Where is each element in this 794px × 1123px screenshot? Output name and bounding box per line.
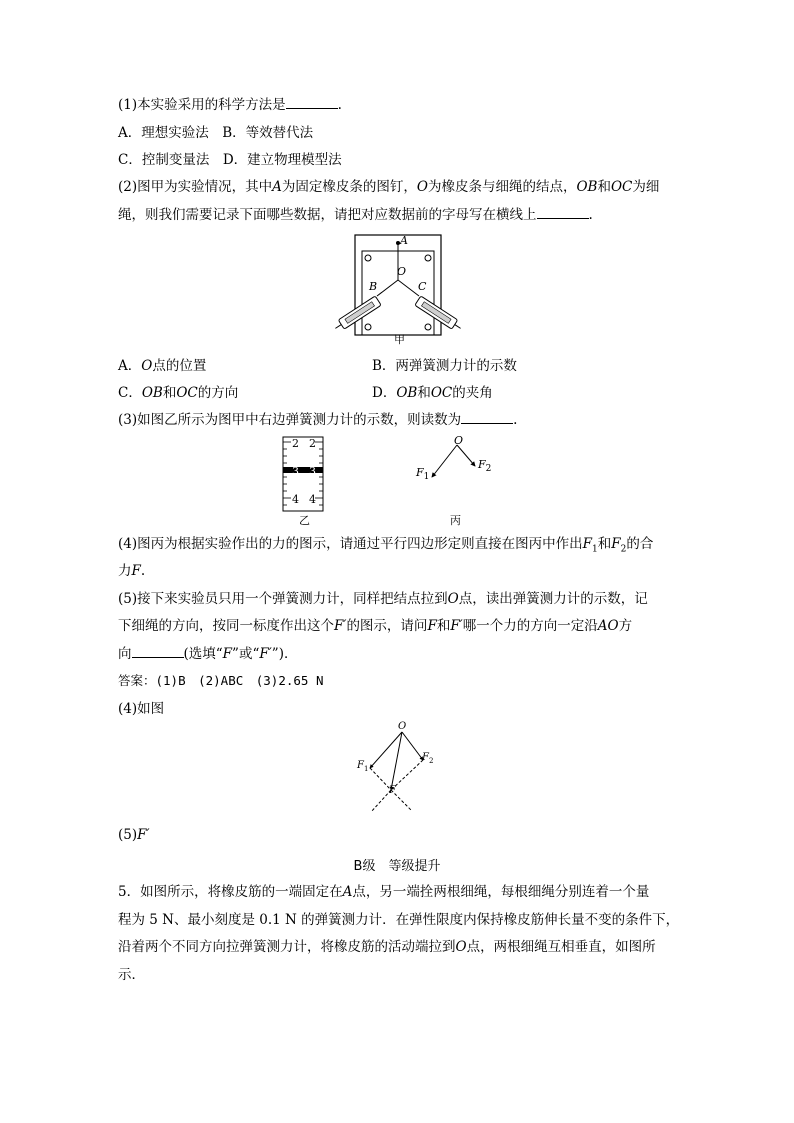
q3-stem: (3)如图乙所示为图甲中右边弹簧测力计的示数，则读数为 . — [118, 412, 518, 428]
q-next-line-3: 沿着两个不同方向拉弹簧测力计，将橡皮筋的活动端拉到O点，两根细绳互相垂直，如图所 — [118, 939, 656, 955]
q1-stem: (1)本实验采用的科学方法是 . — [118, 97, 342, 113]
caption-bing: 丙 — [450, 514, 461, 527]
figure-jia — [330, 232, 466, 344]
q1-options-row-1: A．理想实验法 B．等效替代法 — [118, 125, 314, 141]
q2-option-C: C．OB和OC的方向 — [118, 385, 239, 401]
label-F2: $F_2$ — [422, 752, 434, 765]
q-next-line-4: 示． — [118, 967, 145, 983]
label-F2: $F_2$ — [478, 458, 492, 475]
label-C: C — [418, 280, 427, 293]
caption-jia: 甲 — [394, 333, 405, 346]
q2-line-2: 绳，则我们需要记录下面哪些数据，请把对应数据前的字母写在横线上 . — [118, 207, 593, 223]
answer-blank[interactable] — [461, 423, 513, 424]
figure-yi-scale — [282, 436, 324, 512]
q1-options-row-2: C．控制变量法 D．建立物理模型法 — [118, 152, 342, 168]
label-O: O — [397, 265, 407, 278]
answer-q5: (5)F′ — [118, 827, 150, 843]
tick-label: 4 — [309, 493, 316, 506]
tick-label: 2 — [309, 437, 316, 450]
label-F: F — [389, 785, 396, 796]
answer-blank[interactable] — [537, 218, 589, 219]
q2-option-B: B．两弹簧测力计的示数 — [372, 358, 517, 374]
label-O: O — [454, 434, 464, 447]
label-F1: $F_1$ — [357, 760, 369, 773]
answer-figure — [356, 724, 440, 820]
q2-line-1: (2)图甲为实验情况，其中A为固定橡皮条的图钉，O为橡皮条与细绳的结点，OB和OC为细 — [118, 179, 660, 195]
q5-line-1: (5)接下来实验员只用一个弹簧测力计，同样把结点拉到O点，读出弹簧测力计的示数，记 — [118, 591, 648, 607]
q-next-line-2: 程为 5 N、最小刻度是 0.1 N 的弹簧测力计．在弹性限度内保持橡皮筋伸长量不变的条件下， — [118, 912, 680, 928]
q4-line-2: 力F. — [118, 563, 146, 579]
q2-option-A: A．O点的位置 — [118, 358, 207, 374]
label-B: B — [369, 280, 378, 293]
tick-label: 3 — [292, 465, 299, 478]
tick-label: 4 — [292, 493, 299, 506]
answer-blank[interactable] — [286, 108, 338, 109]
label-A: A — [400, 234, 408, 247]
q5-line-2: 下细绳的方向，按同一标度作出这个F′的图示，请问F和F′哪一个力的方向一定沿AO方 — [118, 618, 633, 634]
answer-blank[interactable] — [132, 657, 184, 658]
section-heading: B级 等级提升 — [353, 859, 441, 874]
label-O: O — [398, 721, 407, 732]
q4-line-1: (4)图丙为根据实验作出的力的图示，请通过平行四边形定则直接在图丙中作出$F_1$和$F_2$的合 — [118, 536, 654, 555]
q2-option-D: D．OB和OC的夹角 — [372, 385, 493, 401]
q-next-line-1: 5．如图所示，将橡皮筋的一端固定在A点，另一端拴两根细绳，每根细绳分别连着一个量 — [118, 884, 650, 900]
tick-label: 3 — [309, 465, 316, 478]
answer-line: 答案：(1)B (2)ABC (3)2.65 N — [118, 673, 324, 688]
label-F1: $F_1$ — [416, 466, 430, 483]
answer-q4: (4)如图 — [118, 701, 165, 717]
q5-line-3: 向 (选填“F”或“F′”)． — [118, 646, 298, 662]
caption-yi: 乙 — [299, 514, 310, 527]
tick-label: 2 — [292, 437, 299, 450]
